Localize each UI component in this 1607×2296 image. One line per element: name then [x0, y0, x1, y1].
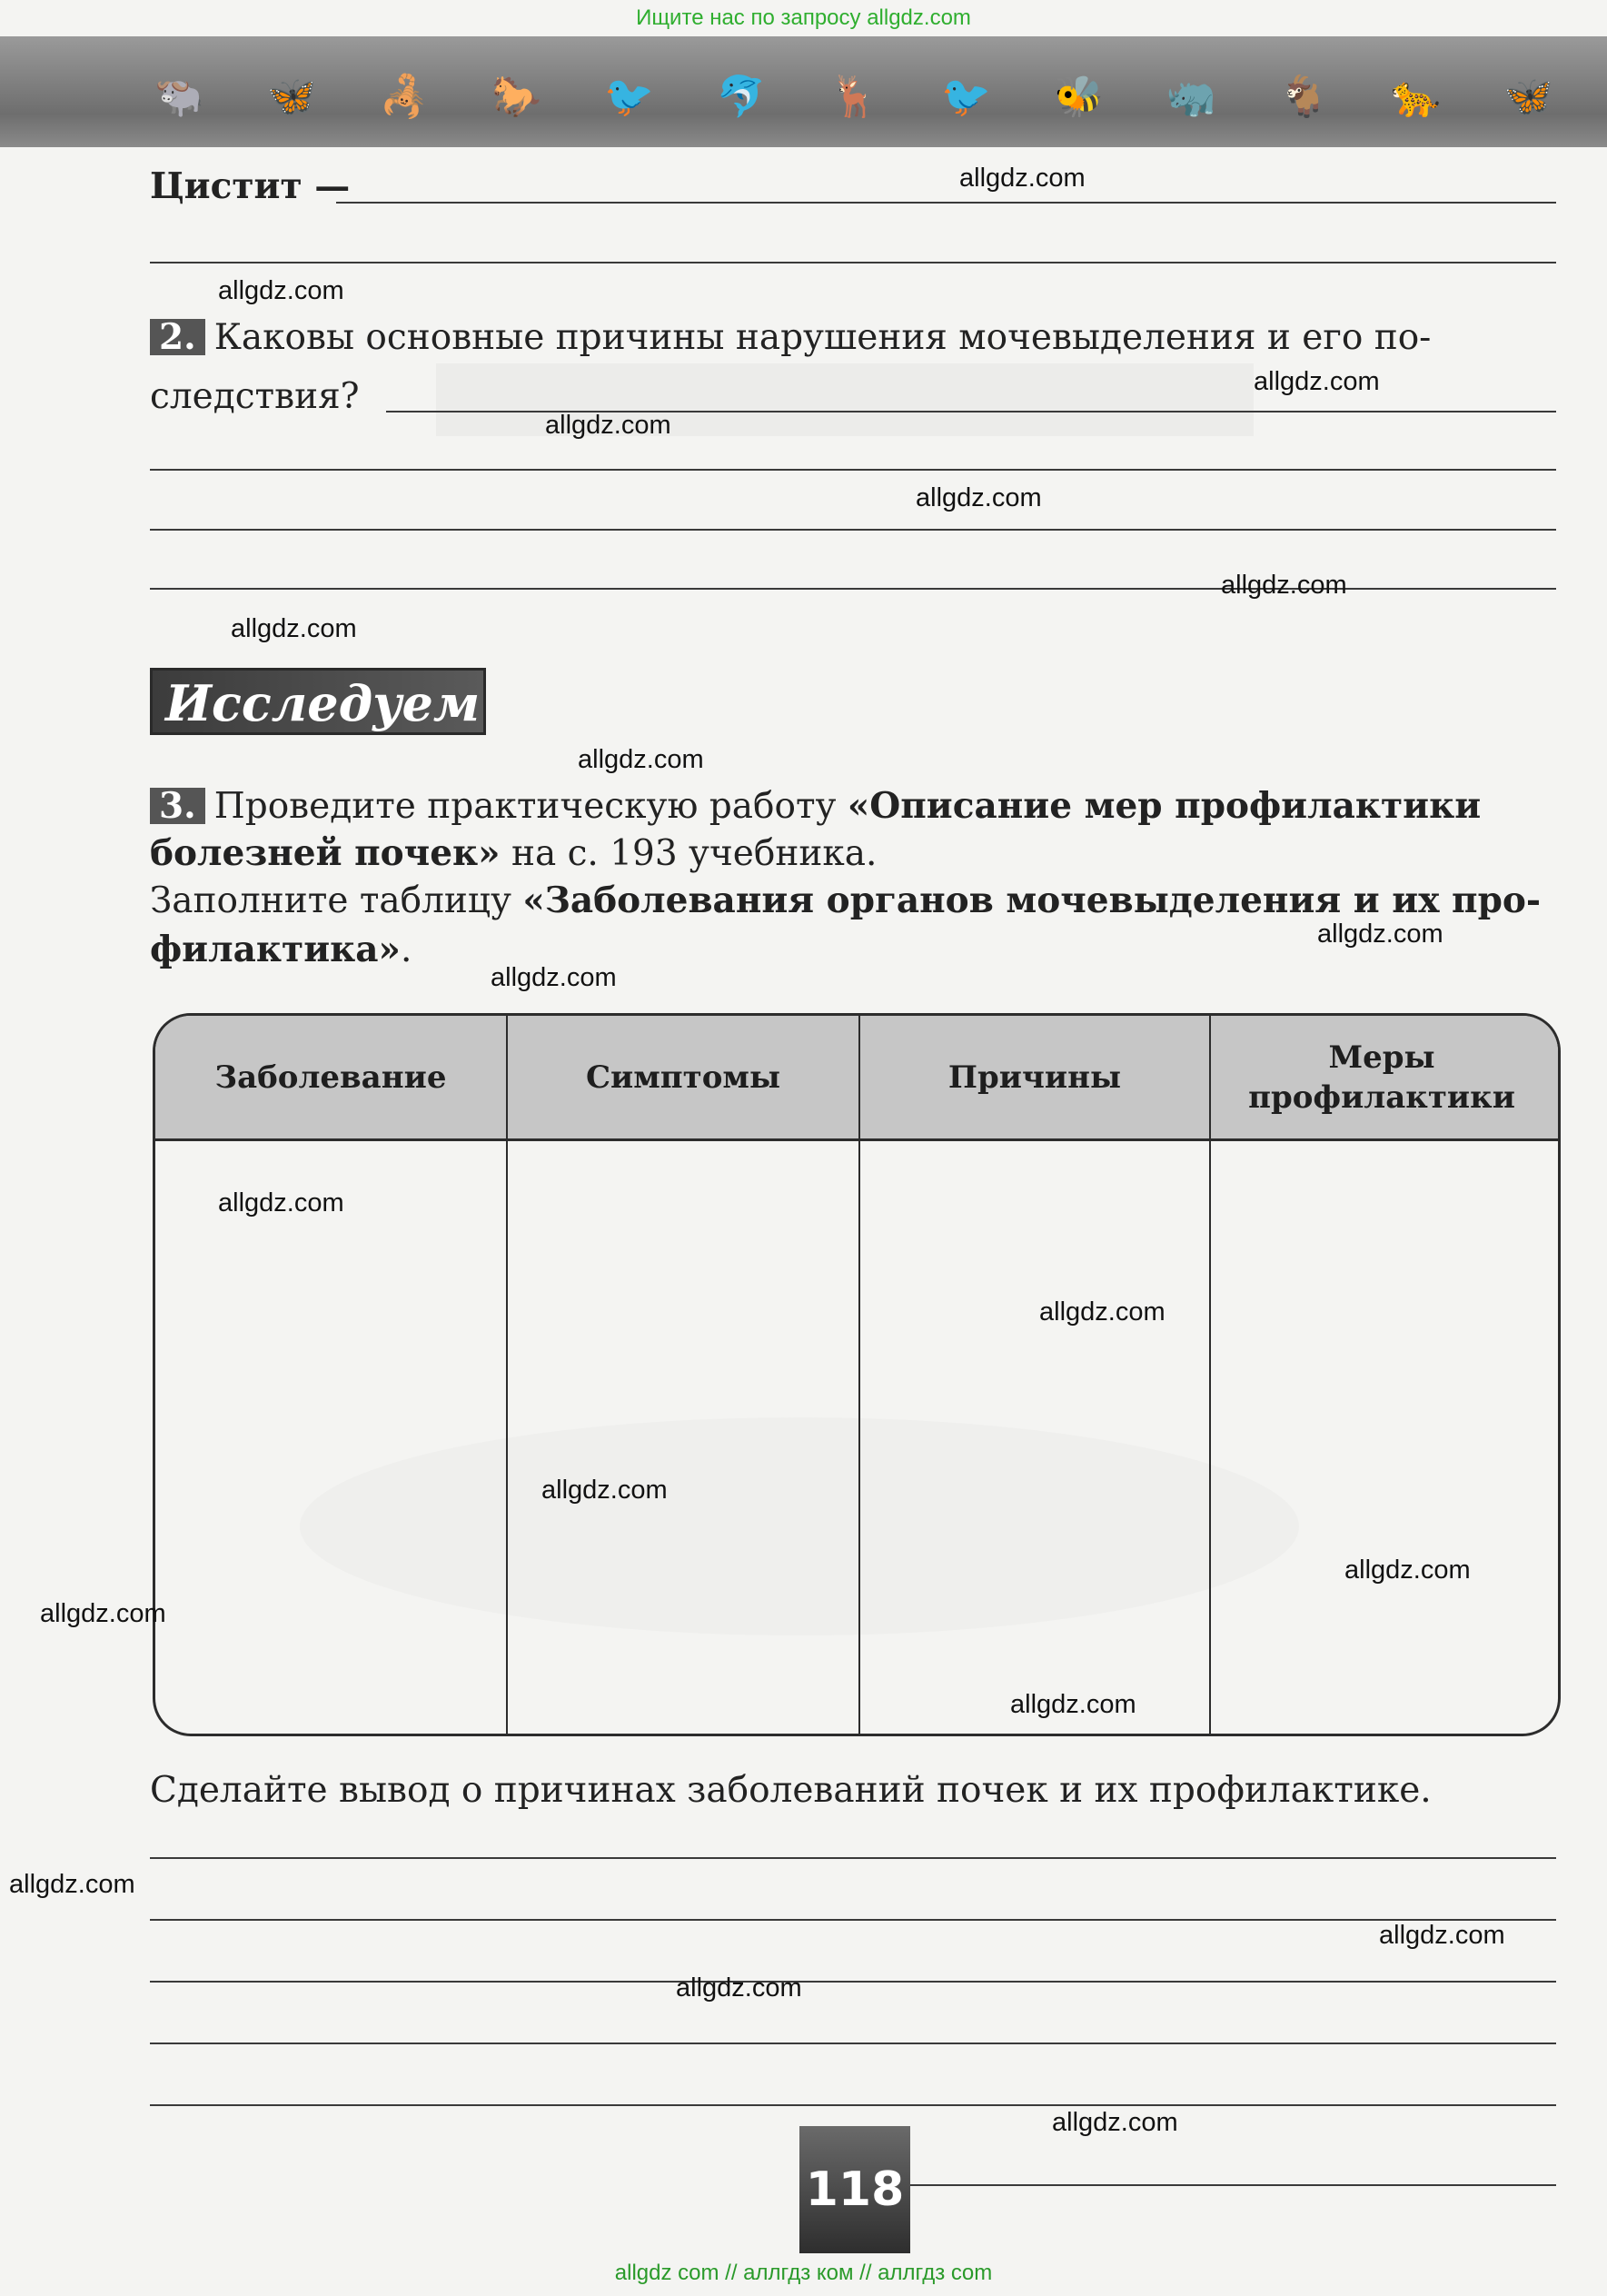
section-title: Исследуем — [150, 668, 486, 735]
bison-icon: 🐃 — [154, 74, 204, 120]
scorpion-icon: 🦂 — [379, 74, 430, 120]
answer-line[interactable] — [150, 1857, 1556, 1859]
antelope-icon: 🐐 — [1278, 74, 1329, 120]
watermark: allgdz.com — [1052, 2108, 1178, 2137]
task-3-emphasis: болезней почек» — [150, 832, 501, 874]
answer-line[interactable] — [150, 262, 1556, 263]
watermark: allgdz.com — [1317, 919, 1443, 949]
watermark: allgdz.com — [9, 1870, 135, 1899]
insect-icon: 🐝 — [1054, 74, 1104, 120]
conclusion-prompt: Сделайте вывод о причинах заболеваний почек и их профилактике. — [150, 1770, 1432, 1811]
task-3-emphasis: «Заболевания органов мочевыделения и их про- — [522, 880, 1542, 921]
task-3-line2 — [150, 829, 877, 879]
header-symptoms: Симптомы — [585, 1059, 781, 1096]
task-number: 3. — [150, 788, 205, 824]
answer-line[interactable] — [150, 1919, 1556, 1921]
task-3-emphasis: «Описание мер профилактики — [847, 785, 1482, 827]
task-3-text: на с. 193 учебника. — [500, 833, 878, 874]
diseases-table — [153, 1013, 1561, 1736]
answer-line[interactable] — [336, 202, 1556, 204]
task-3-text: Проведите практическую работу — [213, 786, 848, 827]
butterfly-icon: 🦋 — [266, 74, 317, 120]
task-2-text-line1: Каковы основные причины нарушения мочевыделения и его по- — [213, 317, 1432, 358]
horse-icon: 🐎 — [491, 74, 542, 120]
watermark: allgdz.com — [1379, 1921, 1505, 1950]
watermark: allgdz.com — [1039, 1297, 1166, 1327]
task-3-text: . — [400, 929, 412, 970]
answer-line[interactable] — [150, 529, 1556, 531]
watermark: allgdz.com — [1221, 571, 1347, 600]
task-3-line4 — [150, 925, 412, 975]
rhino-icon: 🦏 — [1166, 74, 1216, 120]
watermark: allgdz.com — [578, 745, 704, 774]
answer-line[interactable] — [150, 1981, 1556, 1983]
bird-icon: 🐦 — [604, 74, 654, 120]
watermark: allgdz.com — [40, 1599, 166, 1628]
bottom-note: allgdz com // аллгдз ком // аллгдз com — [614, 2261, 993, 2285]
watermark: allgdz.com — [218, 276, 344, 305]
animal-banner — [0, 36, 1607, 147]
watermark: allgdz.com — [959, 164, 1086, 193]
task-3-text: Заполните таблицу — [150, 880, 523, 921]
watermark: allgdz.com — [541, 1476, 668, 1505]
watermark: allgdz.com — [1254, 367, 1380, 396]
task-number: 2. — [150, 319, 205, 355]
deer-icon: 🦌 — [828, 74, 879, 120]
cell-symptoms[interactable] — [508, 1141, 858, 1732]
watermark: allgdz.com — [916, 483, 1042, 512]
header-causes: Причины — [947, 1059, 1122, 1096]
watermark: allgdz.com — [218, 1188, 344, 1218]
watermark: allgdz.com — [1010, 1690, 1136, 1719]
cell-prevention[interactable] — [1211, 1141, 1556, 1732]
watermark: allgdz.com — [491, 963, 617, 992]
page-number: 118 — [799, 2126, 910, 2253]
heron-icon: 🐦 — [941, 74, 992, 120]
running-animal-icon: 🐆 — [1391, 74, 1442, 120]
header-disease: Заболевание — [214, 1059, 447, 1096]
footer-rule — [908, 2184, 1556, 2186]
answer-line[interactable] — [150, 2043, 1556, 2044]
header-prevention: Меры профилактики — [1248, 1039, 1515, 1116]
watermark: allgdz.com — [676, 1973, 802, 2003]
task-2-text-line2: следствия? — [150, 376, 360, 417]
answer-line[interactable] — [150, 2104, 1556, 2106]
butterfly-icon: 🦋 — [1503, 74, 1553, 120]
task-3-emphasis: филактика» — [150, 929, 401, 970]
cystitis-label: Цистит — — [150, 165, 351, 207]
task-2-question — [150, 313, 1556, 363]
task-3-line3 — [150, 876, 1567, 926]
watermark: allgdz.com — [545, 411, 671, 440]
dolphin-icon: 🐬 — [716, 74, 767, 120]
watermark: allgdz.com — [1344, 1556, 1471, 1585]
task-3-line1 — [150, 781, 1556, 831]
top-note: Ищите нас по запросу allgdz.com — [636, 5, 971, 30]
cell-disease[interactable] — [155, 1141, 506, 1732]
cell-causes[interactable] — [860, 1141, 1209, 1732]
answer-line[interactable] — [150, 469, 1556, 471]
banner-icons — [154, 73, 1553, 120]
watermark: allgdz.com — [231, 614, 357, 643]
